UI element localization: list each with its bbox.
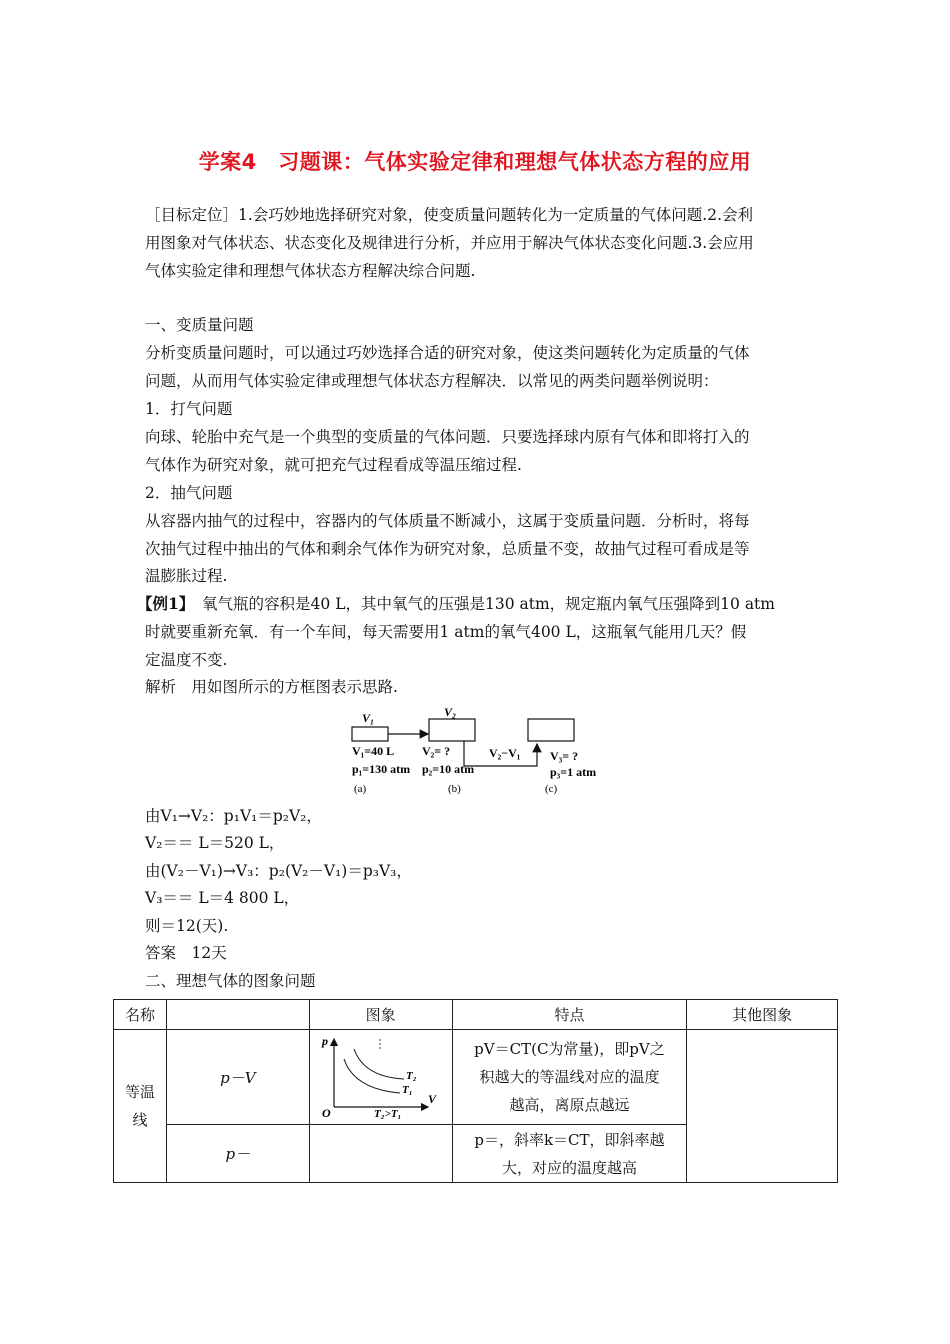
header-other: 其他图象 (687, 1000, 838, 1030)
solution-line: 由V₁→V₂：p₁V₁＝p₂V₂， (145, 807, 322, 825)
row1-feature (452, 1030, 687, 1125)
other-graph-cell (687, 1030, 838, 1183)
t2-label: T₂ (405, 1070, 417, 1082)
arrow-label: V₂−V₁ (489, 746, 521, 760)
row2-graph-cell (309, 1125, 452, 1183)
row1-type-text: p－V (220, 1068, 256, 1087)
intro-line: 气体实验定律和理想气体状态方程解决综合问题. (145, 262, 476, 280)
header-graph: 图象 (309, 1000, 452, 1030)
feature-line: pV＝CT(C为常量)，即pV之 (474, 1040, 665, 1058)
example1-text: 氧气瓶的容积是40 L，其中氧气的压强是130 atm，规定瓶内氧气压强降到10 atm (186, 595, 775, 613)
table-header-row (114, 1000, 838, 1030)
sub1-para: 气体作为研究对象，就可把充气过程看成等温压缩过程. (145, 456, 522, 474)
label-b: (b) (448, 783, 461, 795)
example1-line: 时就要重新充氧．有一个车间，每天需要用1 atm的氧气400 L，这瓶氧气能用几天？假 (145, 623, 747, 641)
label-c: (c) (545, 783, 558, 795)
header-name: 名称 (114, 1000, 167, 1030)
x-axis-label: V (427, 1092, 436, 1106)
example1-line: 定温度不变. (145, 651, 228, 669)
y-axis-label: p (321, 1034, 328, 1048)
sub2-para: 从容器内抽气的过程中，容器内的气体质量不断减小，这属于变质量问题．分析时，将每 (145, 512, 750, 530)
group-cell (114, 1030, 167, 1183)
box-b (429, 719, 475, 741)
analysis-line: 解析 用如图所示的方框图表示思路. (145, 678, 398, 696)
solution-line: V₂＝＝ L＝520 L， (145, 834, 285, 852)
label-v1: V₁ (362, 711, 375, 725)
flow-diagram (340, 700, 620, 800)
row1-type (166, 1030, 309, 1125)
relation-label: T₂>T₁ (373, 1108, 402, 1119)
table-row (114, 1030, 838, 1125)
sub1-para: 向球、轮胎中充气是一个典型的变质量的气体问题．只要选择球内原有气体和即将打入的 (145, 428, 750, 446)
row2-type-text: p－ (225, 1145, 251, 1163)
row2-type (166, 1125, 309, 1183)
page-title: 学案4 习题课：气体实验定律和理想气体状态方程的应用 (198, 150, 752, 174)
curve-t2 (354, 1049, 404, 1079)
box-a (352, 727, 388, 741)
row2-feature (452, 1125, 687, 1183)
sub2-para: 温膨胀过程. (145, 567, 228, 585)
section1-para: 问题，从而用气体实验定律或理想气体状态方程解决．以常见的两类问题举例说明： (145, 372, 719, 390)
a-pressure: p₁=130 atm (352, 762, 411, 776)
example1-line (137, 594, 775, 614)
example1-label: 【例1】 (137, 594, 187, 613)
box-c (528, 719, 574, 741)
feature-line: 大，对应的温度越高 (501, 1158, 637, 1177)
sub1-heading: 1．打气问题 (145, 400, 233, 418)
solution-line: V₃＝＝ L＝4 800 L， (145, 889, 300, 907)
feature-line: 越高，离原点越远 (509, 1096, 630, 1114)
header-blank (166, 1000, 309, 1030)
group-name: 等温线 (124, 1083, 155, 1129)
feature-line: p＝，斜率k＝CT，即斜率越 (474, 1130, 665, 1149)
b-pressure: p₂=10 atm (422, 762, 475, 776)
c-pressure: p₃=1 atm (550, 765, 597, 779)
graph-table (113, 999, 838, 1183)
origin-label: O (321, 1106, 331, 1119)
sub2-heading: 2．抽气问题 (145, 484, 233, 502)
solution-line: 则＝12(天). (145, 917, 229, 935)
section1-heading: 一、变质量问题 (145, 316, 254, 334)
sub2-para: 次抽气过程中抽出的气体和剩余气体作为研究对象，总质量不变，故抽气过程可看成是等 (145, 540, 750, 558)
section1-para: 分析变质量问题时，可以通过巧妙选择合适的研究对象，使这类问题转化为定质量的气体 (145, 344, 750, 362)
row1-graph-cell (309, 1030, 452, 1125)
answer-line: 答案 12天 (145, 944, 227, 962)
section2-heading: 二、理想气体的图象问题 (145, 972, 316, 990)
label-a: (a) (354, 783, 367, 795)
header-feature: 特点 (452, 1000, 687, 1030)
isotherm-graph (316, 1031, 446, 1119)
a-volume: V₁=40 L (352, 744, 395, 758)
c-volume: V₃= ? (550, 749, 579, 763)
curve-t1 (344, 1059, 400, 1093)
label-v2: V₂ (444, 705, 457, 719)
solution-line: 由(V₂－V₁)→V₃：p₂(V₂－V₁)＝p₃V₃， (145, 862, 412, 880)
intro-line: 用图象对气体状态、状态变化及规律进行分析，并应用于解决气体状态变化问题.3.会应用 (145, 234, 754, 252)
intro-line: ［目标定位］1.会巧妙地选择研究对象，使变质量问题转化为一定质量的气体问题.2.会利 (145, 206, 754, 224)
t1-label: T₁ (401, 1084, 413, 1096)
b-volume: V₂= ? (422, 744, 451, 758)
feature-line: 积越大的等温线对应的温度 (479, 1068, 660, 1086)
